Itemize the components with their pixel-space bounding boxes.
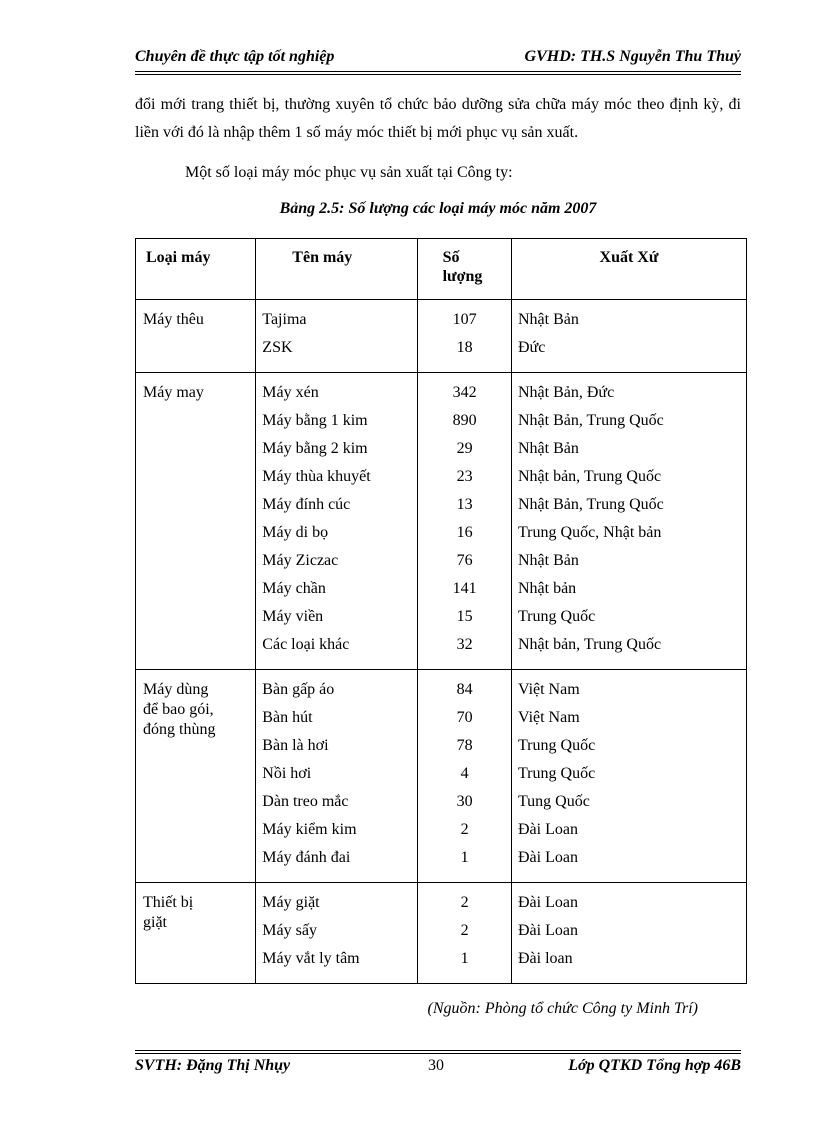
header-rule-2 (135, 74, 741, 75)
machine-category-cell (136, 373, 256, 670)
machine-name-cell (256, 373, 418, 670)
machine-name: Nồi hơi (262, 765, 312, 782)
machine-name: Máy kiểm kim (262, 821, 357, 838)
table-row (136, 670, 747, 883)
machine-category-cell (136, 300, 256, 373)
machine-quantity-cell (418, 883, 512, 984)
machine-origin: Tung Quốc (517, 793, 590, 810)
machine-name: ZSK (262, 339, 293, 356)
machine-name: Dàn treo mắc (262, 793, 349, 810)
machine-name: Máy sấy (262, 922, 317, 939)
machine-origin: Đức (517, 339, 546, 356)
machine-name: Máy vắt ly tâm (262, 950, 360, 967)
machine-category-cell (136, 883, 256, 984)
page-number: 30 (428, 1057, 444, 1074)
machine-name: Bàn là hơi (262, 737, 329, 754)
machine-quantity: 18 (456, 339, 473, 356)
machine-quantity: 30 (456, 793, 473, 810)
machine-quantity-cell (418, 300, 512, 373)
machine-origin: Đài Loan (517, 922, 578, 939)
table-row (136, 373, 747, 670)
machine-quantity: 15 (456, 608, 473, 625)
machine-origin-cell (511, 373, 746, 670)
machine-quantity: 4 (460, 765, 469, 782)
machine-quantity: 16 (456, 524, 473, 541)
footer-rule-2 (135, 1053, 741, 1054)
footer-class: Lớp QTKD Tổng hợp 46B (568, 1057, 741, 1074)
machine-category: Thiết bị giặt (143, 894, 194, 931)
header-type: Loại máy (136, 239, 256, 300)
machine-origin: Việt Nam (517, 681, 580, 698)
machine-origin: Đài Loan (517, 821, 578, 838)
page-header (135, 48, 741, 70)
machine-origin: Việt Nam (517, 709, 580, 726)
table-row (136, 883, 747, 984)
machine-quantity: 32 (456, 636, 473, 653)
machine-origin-cell (511, 670, 746, 883)
machine-name: Máy bằng 2 kim (262, 440, 368, 457)
machine-origin: Nhật bản, Trung Quốc (517, 468, 662, 485)
machine-quantity: 1 (460, 950, 469, 967)
machine-quantity: 890 (452, 412, 477, 429)
machine-origin: Đài Loan (517, 894, 578, 911)
header-advisor: GVHD: TH.S Nguyễn Thu Thuỷ (524, 48, 741, 65)
machine-origin: Nhật Bản, Trung Quốc (517, 496, 664, 513)
machine-origin: Nhật Bản, Trung Quốc (517, 412, 664, 429)
machine-name-cell (256, 670, 418, 883)
footer-student: SVTH: Đặng Thị Nhụy (135, 1057, 291, 1074)
header-thesis-title: Chuyên đề thực tập tốt nghiệp (135, 48, 335, 65)
machine-name: Máy thùa khuyết (262, 468, 371, 485)
machine-quantity: 13 (456, 496, 473, 513)
machine-quantity-cell (418, 373, 512, 670)
machine-quantity-cell (418, 670, 512, 883)
machine-name: Bàn hút (262, 709, 313, 726)
header-rule-1 (135, 71, 741, 72)
machine-origin: Trung Quốc (517, 737, 596, 754)
machine-name: Máy viền (262, 608, 324, 625)
machine-origin: Nhật Bản (517, 440, 579, 457)
machine-name: Máy xén (262, 384, 319, 401)
machine-table (135, 238, 747, 984)
machine-quantity: 342 (452, 384, 477, 401)
machine-category: Máy dùng để bao gói, đóng thùng (143, 681, 216, 738)
machine-name: Máy chần (262, 580, 326, 597)
machine-name: Tajima (262, 311, 307, 328)
machine-name: Máy Ziczac (262, 552, 339, 569)
machine-quantity: 2 (460, 922, 469, 939)
header-qty: Số lượng (418, 239, 512, 300)
machine-name: Máy đính cúc (262, 496, 351, 513)
body-paragraph-1: đổi mới trang thiết bị, thường xuyên tổ chức bảo dưỡng sửa chữa máy móc theo định kỳ, đi liền với đó là nhập thêm 1 số máy móc thiết bị mới phục vụ sản xuất. (135, 96, 741, 141)
machine-quantity: 29 (456, 440, 473, 457)
machine-origin: Trung Quốc, Nhật bản (517, 524, 662, 541)
machine-origin: Đài Loan (517, 849, 578, 866)
table-source: (Nguồn: Phòng tổ chức Công ty Minh Trí) (427, 1000, 698, 1017)
machine-category: Máy thêu (143, 311, 204, 328)
machine-quantity: 78 (456, 737, 473, 754)
machine-name: Máy bằng 1 kim (262, 412, 368, 429)
machine-name: Máy di bọ (262, 524, 329, 541)
machine-origin: Nhật bản (517, 580, 577, 597)
machine-quantity: 141 (452, 580, 477, 597)
machine-name-cell (256, 300, 418, 373)
table-header-row (136, 239, 747, 300)
machine-origin: Nhật Bản, Đức (517, 384, 615, 401)
machine-quantity: 1 (460, 849, 469, 866)
machine-name: Máy đánh đai (262, 849, 351, 866)
machine-origin: Đài loan (517, 950, 573, 967)
header-origin: Xuất Xứ (511, 239, 746, 300)
body-paragraph-2: Một số loại máy móc phục vụ sản xuất tại Công ty: (185, 164, 513, 181)
machine-name: Bàn gấp áo (262, 681, 335, 698)
header-name: Tên máy (256, 239, 418, 300)
machine-quantity: 23 (456, 468, 473, 485)
machine-origin-cell (511, 883, 746, 984)
machine-quantity: 107 (452, 311, 477, 328)
machine-origin: Nhật Bản (517, 311, 579, 328)
machine-quantity: 76 (456, 552, 473, 569)
machine-origin: Trung Quốc (517, 608, 596, 625)
machine-name: Máy giặt (262, 894, 320, 911)
machine-origin: Nhật Bản (517, 552, 579, 569)
machine-category-cell (136, 670, 256, 883)
machine-origin: Nhật bản, Trung Quốc (517, 636, 662, 653)
machine-quantity: 70 (456, 709, 473, 726)
table-row (136, 300, 747, 373)
footer-rule-1 (135, 1050, 741, 1051)
machine-category: Máy may (143, 384, 204, 401)
machine-origin-cell (511, 300, 746, 373)
table-caption: Bảng 2.5: Số lượng các loại máy móc năm 2007 (279, 200, 597, 217)
machine-name-cell (256, 883, 418, 984)
machine-quantity: 2 (460, 894, 469, 911)
page-footer (135, 1057, 741, 1079)
machine-quantity: 84 (456, 681, 473, 698)
machine-name: Các loại khác (262, 636, 350, 653)
machine-quantity: 2 (460, 821, 469, 838)
machine-origin: Trung Quốc (517, 765, 596, 782)
